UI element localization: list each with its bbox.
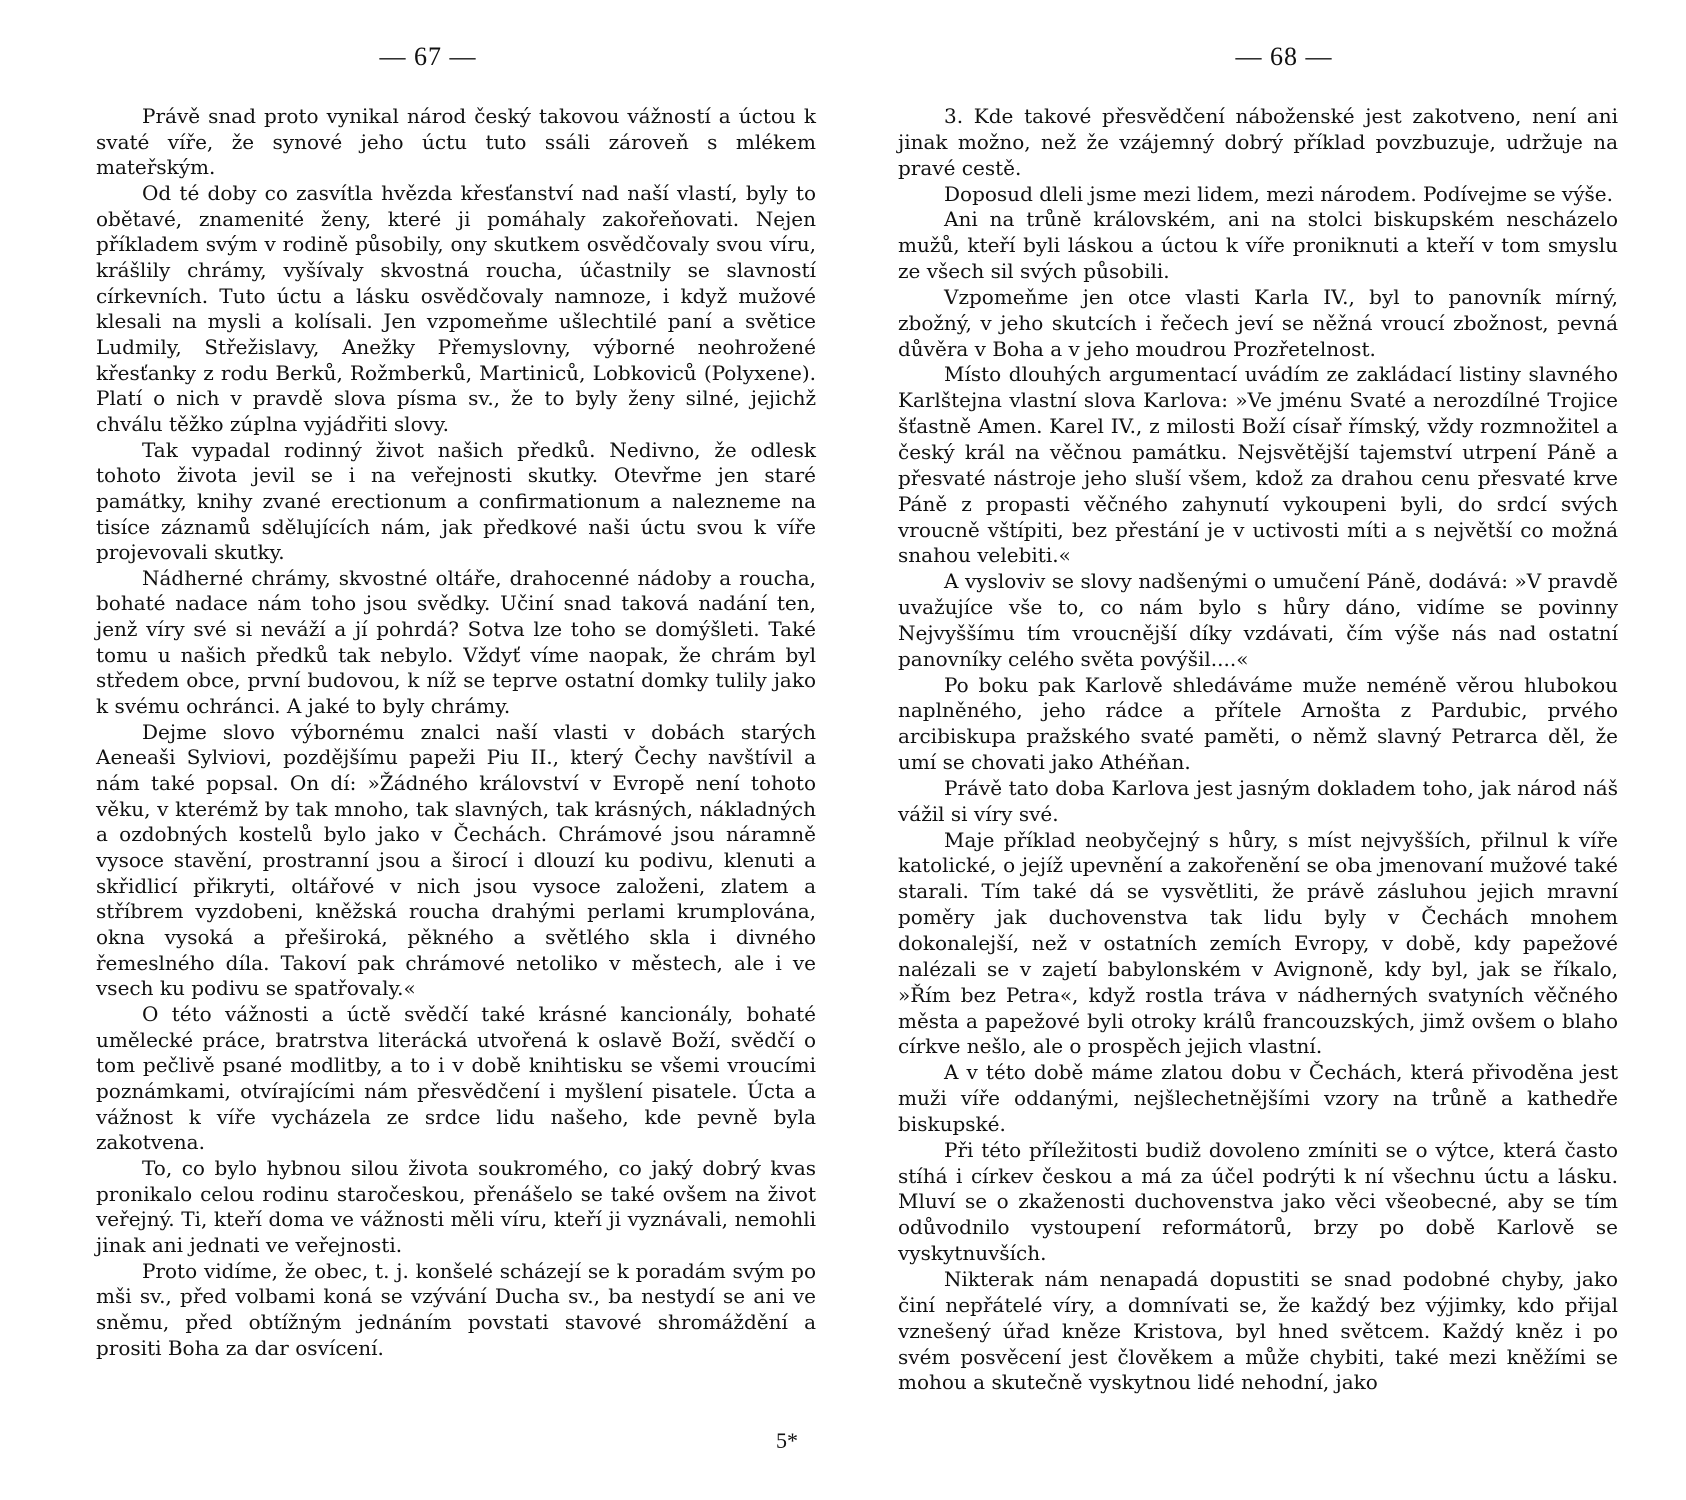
paragraph: Proto vidíme, že obec, t. j. konšelé scházejí se k poradám svým po mši sv., před volbami koná se vzývání Ducha sv., ba nestydí se ani ve sněmu, před obtížným jednáním povstati stavové shromáždění a prositi Boha za dar osvícení. [96,1258,816,1360]
paragraph: Maje příklad neobyčejný s hůry, s míst nejvyšších, přilnul k víře katolické, o jejíž upevnění a zakořenění se oba jmenovaní mužové také starali. Tím také dá se vysvětliti, že právě zásluhou jejich mravní poměry jak duchovenstva tak lidu byly v Čechách mnohem dokonalejší, než v ostatních zemích Evropy, v době, kdy papežové nalézali se v zajetí babylonském v Avignoně, kdy byl, jak se říkalo, »Řím bez Petra«, když rostla tráva v nádherných svatyních věčného města a papežové byli otroky králů francouzských, jimž ovšem o blaho církve nešlo, ale o prospěch jejich vlastní. [898,827,1618,1059]
paragraph: Při této příležitosti budiž dovoleno zmíniti se o výtce, která často stíhá i církev českou a má za účel podrýti k ní všechnu úctu a lásku. Mluví se o zkaženosti duchovenstva jako věci všeobecné, aby se tím odůvodnilo vystoupení reformátorů, brzy po době Karlově se vyskytnuvších. [898,1137,1618,1266]
paragraph: Vzpomeňme jen otce vlasti Karla IV., byl to panovník mírný, zbožný, v jeho skutcích i řečech jeví se něžná vroucí zbožnost, pevná důvěra v Boha a v jeho moudrou Prozřetelnost. [898,284,1618,361]
page-number: — 67 — [379,42,477,71]
paragraph: O této vážnosti a úctě svědčí také krásné kancionály, bohaté umělecké práce, bratrstva literácká utvořená k oslavě Boží, svědčí o tom pečlivě psané modlitby, a to i v době knihtisku se všemi vroucími poznámkami, otvírajícími nám přesvědčení i myšlení pisatele. Úcta a vážnost k víře vycházela ze srdce lidu našeho, kde pevně byla zakotvena. [96,1001,816,1155]
paragraph: To, co bylo hybnou silou života soukromého, co jaký dobrý kvas pronikalo celou rodinu staročeskou, přenášelo se také ovšem na život veřejný. Ti, kteří doma ve vážnosti měli víru, kteří ji vyznávali, nemohli jinak ani jednati ve veřejnosti. [96,1155,816,1257]
paragraph: Nádherné chrámy, skvostné oltáře, drahocenné nádoby a roucha, bohaté nadace nám toho jsou svědky. Učiní snad taková nadání ten, jenž víry své si neváží a jí pohrdá? Sotva lze toho se domýšleti. Také tomu u našich předků tak nebylo. Vždyť víme naopak, že chrám byl středem obce, první budovou, k níž se teprve ostatní domky tulily jako k svému ochránci. A jaké to byly chrámy. [96,565,816,719]
left-page [96,0,816,1500]
paragraph: Nikterak nám nenapadá dopustiti se snad podobné chyby, jako činí nepřátelé víry, a domnívati se, že každý bez výjimky, kdo přijal vznešený úřad kněze Kristova, byl hned světcem. Každý kněz i po svém posvěcení jest člověkem a může chybiti, také mezi kněžími se mohou a skutečně vyskytnou lidé nehodní, jako [898,1266,1618,1395]
paragraph: Právě snad proto vynikal národ český takovou vážností a úctou k svaté víře, že synové jeho úctu tuto ssáli zároveň s mlékem mateřským. [96,104,816,180]
page-body [898,104,1618,1396]
paragraph: Místo dlouhých argumentací uvádím ze zakládací listiny slavného Karlštejna vlastní slova Karlova: »Ve jménu Svaté a nerozdílné Trojice šťastně Amen. Karel IV., z milosti Boží císař římský, vždy rozmnožitel a český král na věčnou památku. Nejsvětější tajemství utrpení Páně a přesvaté nástroje jeho sluší všem, kdož za drahou cenu přesvaté krve Páně z propasti věčného zahynutí vykoupeni byli, do srdcí svých vroucně vštípiti, bez přestání je v uctivosti míti a s největší co možná snahou velebiti.« [898,362,1618,568]
right-page [898,0,1618,1500]
paragraph: Právě tato doba Karlova jest jasným dokladem toho, jak národ náš vážil si víry své. [898,775,1618,826]
paragraph: Dejme slovo výbornému znalci naší vlasti v dobách starých Aeneaši Sylviovi, pozdějšímu papeži Piu II., který Čechy navštívil a nám také popsal. On dí: »Žádného království v Evropě není tohoto věku, v kterémž by tak mnoho, tak slavných, tak krásných, nákladných a ozdobných kostelů bylo jako v Čechách. Chrámové jsou náramně vysoce stavění, prostranní jsou a širocí i dlouzí ku podivu, klenuti a skřidlicí přikryti, oltářové v nich jsou vysoce založeni, zlatem a stříbrem vyzdobeni, kněžská roucha drahými perlami krumplována, okna vysoká a přeširoká, pěkného a světlého skla i divného řemeslného díla. Takoví pak chrámové netoliko v městech, ale i ve vsech ku podivu se spatřovaly.« [96,719,816,1001]
page-body [96,104,816,1361]
paragraph: 3. Kde takové přesvědčení náboženské jest zakotveno, není ani jinak možno, než že vzájemný dobrý příklad povzbuzuje, udržuje na pravé cestě. [898,104,1618,180]
page-number: — 68 — [1235,42,1333,71]
paragraph: A vysloviv se slovy nadšenými o umučení Páně, dodává: »V pravdě uvažujíce vše to, co nám bylo s hůry dáno, vidíme se povinny Nejvyššímu tím vroucnější díky vzdávati, čím výše nás nad ostatní panovníky celého světa povýšil....« [898,569,1618,671]
paragraph: Tak vypadal rodinný život našich předků. Nedivno, že odlesk tohoto života jevil se i na veřejnosti skutky. Otevřme jen staré památky, knihy zvané erectionum a confirmationum a nalezneme na tisíce záznamů sdělujících nám, jak předkové naši úctu svou k víře projevovali skutky. [96,437,816,565]
paragraph: A v této době máme zlatou dobu v Čechách, která přivoděna jest muži víře oddanými, nejšlechetnějšími vzory na trůně a kathedře biskupské. [898,1060,1618,1136]
paragraph: Ani na trůně královském, ani na stolci biskupském nescházelo mužů, kteří byli láskou a úctou k víře proniknuti a kteří v tom smyslu ze všech sil svých působili. [898,207,1618,284]
paragraph: Po boku pak Karlově shledáváme muže neméně věrou hlubokou naplněného, jeho rádce a přítele Arnošta z Pardubic, prvého arcibiskupa pražského svaté paměti, o němž slavný Petrarca děl, že umí se chovati jako Athéňan. [898,672,1618,775]
signature-mark: 5* [776,1428,798,1453]
paragraph: Doposud dleli jsme mezi lidem, mezi národem. Podívejme se výše. [944,181,1613,206]
paragraph: Od té doby co zasvítla hvězda křesťanství nad naší vlastí, byly to obětavé, znamenité ženy, které ji pomáhaly zakořeňovati. Nejen příkladem svým v rodině působily, ony skutkem osvědčovaly svou víru, krášlily chrámy, vyšívaly skvostná roucha, účastnily se slavností církevních. Tuto úctu a lásku osvědčovaly namnoze, i když mužové klesali na mysli a kolísali. Jen vzpomeňme ušlechtilé paní a světice Ludmily, Střežislavy, Anežky Přemyslovny, výborné neohrožené křesťanky z rodu Berků, Rožmberků, Martiniců, Lobkoviců (Polyxene). Platí o nich v pravdě slova písma sv., že to byly ženy silné, jejichž chválu těžko zúplna vyjádřiti slovy. [96,180,816,436]
